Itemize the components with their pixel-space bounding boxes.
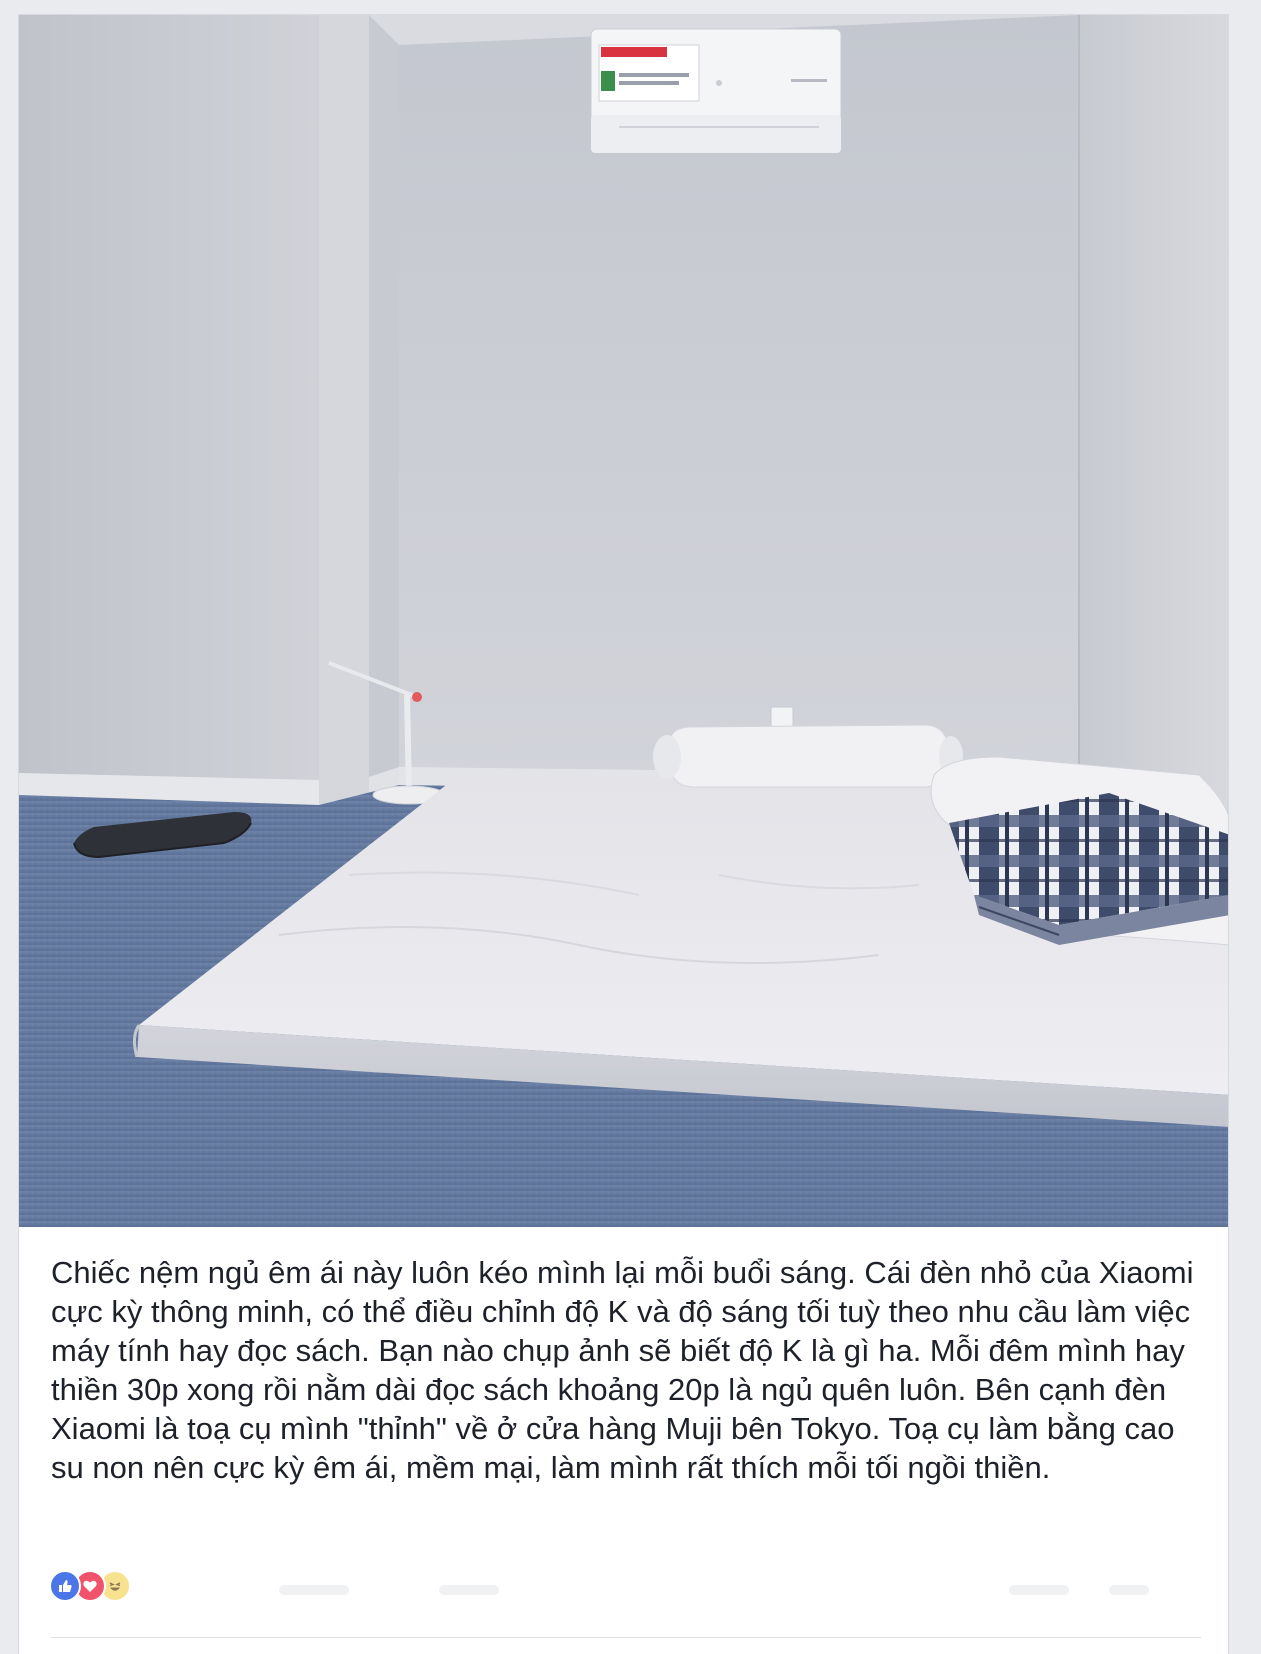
bedroom-photo [19,15,1229,1227]
action-bar-faded [19,1575,1229,1605]
faded-action [1109,1585,1149,1595]
bolster-pillow [653,725,963,787]
faded-action [1009,1585,1069,1595]
reaction-summary[interactable] [49,1569,124,1603]
like-icon [49,1570,81,1602]
faded-action [439,1585,499,1595]
post-card [18,14,1229,1654]
air-conditioner [591,29,841,153]
faded-action [279,1585,349,1595]
post-photo[interactable] [19,15,1229,1227]
post-caption: Chiếc nệm ngủ êm ái này luôn kéo mình lại mỗi buổi sáng. Cái đèn nhỏ của Xiaomi cực kỳ thông minh, có thể điều chỉnh độ K và độ sáng tối tuỳ theo nhu cầu làm việc máy tính hay đọc sách. Bạn nào chụp ảnh sẽ biết độ K là gì ha. Mỗi đêm mình hay thiền 30p xong rồi nằm dài đọc sách khoảng 20p là ngủ quên luôn. Bên cạnh đèn Xiaomi là toạ cụ mình "thỉnh" về ở cửa hàng Muji bên Tokyo. Toạ cụ làm bằng cao su non nên cực kỳ êm ái, mềm mại, làm mình rất thích mỗi tối ngồi thiền. [51,1255,1194,1485]
